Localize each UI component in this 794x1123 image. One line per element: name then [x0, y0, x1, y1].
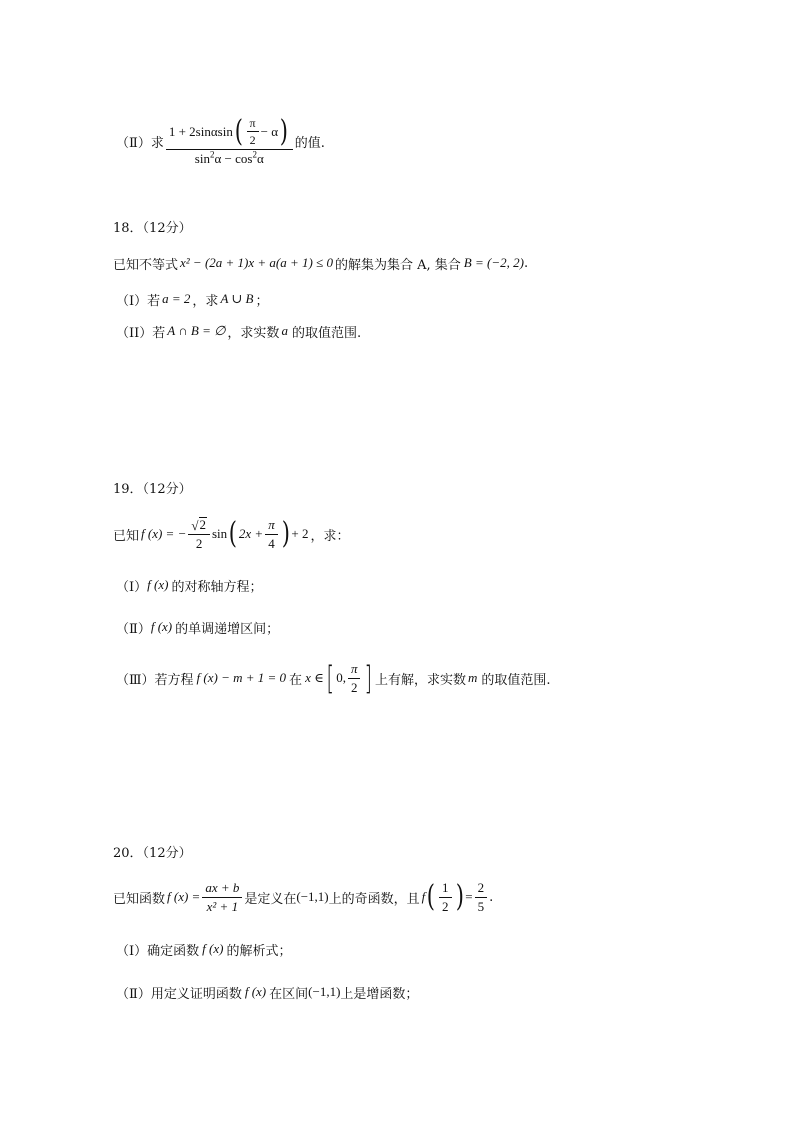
- q20-fraction: $\frac{ax + b}{\text{x² + 1}}$: [202, 881, 242, 913]
- q18-stem: 已知不等式 x² − (2a + 1)x + a(a + 1) ≤ 0 的解集为集合 A, 集合 B = (−2, 2) .: [113, 255, 529, 273]
- q17-fraction: 1 + 2sinαsin ( $\frac{\pi}{2}$ − α ) $\sin^2\alpha - \cos^2\alpha$: [166, 117, 293, 166]
- q20-one-half: $\frac{1}{2}$: [439, 881, 452, 913]
- q19-part1: （Ⅰ） f (x) 的对称轴方程；: [116, 577, 263, 595]
- q17-part2: [116, 110, 325, 172]
- q18-part2: （II）若 A ∩ B = ∅ ，求实数 a 的取值范围.: [116, 323, 362, 341]
- q19-part3: （Ⅲ）若方程 f (x) − m + 1 = 0 在 x ∈ [ 0, $\frac{\pi}{2}$ ] 上有解，求实数 m 的取值范围.: [116, 659, 551, 697]
- q18-set-b: B = (−2, 2): [463, 255, 524, 270]
- q18-header: 18．（12分）: [113, 221, 192, 236]
- q17-minus-alpha: − α: [260, 123, 279, 139]
- q20-part1: （Ⅰ）确定函数 f (x) 的解析式；: [116, 941, 292, 959]
- q19-header: 19．（12分）: [113, 482, 192, 497]
- q19-stem: 已知 f (x) = − √ 2 2 sin ( 2x + $\frac{\pi}{4}$ ) + 2 ，求：: [113, 516, 350, 552]
- q20-stem: 已知函数 f (x) = $\frac{ax + b}{\text{x² + 1}}$ 是定义在 (−1,1) 上的奇函数，且 f ( $\frac{1}{2}$ ) = $\frac{2}{5}$ .: [113, 879, 494, 914]
- q17-pi-half: $\frac{\pi}{2}$: [247, 117, 259, 147]
- q19-pi-over-4: $\frac{\pi}{4}$: [265, 518, 278, 550]
- q20-header: 20．（12分）: [113, 846, 192, 861]
- q19-part2: （Ⅱ） f (x) 的单调递增区间；: [116, 619, 280, 637]
- q20-part2: （Ⅱ）用定义证明函数 f (x) 在区间 (−1,1) 上是增函数；: [116, 984, 419, 1002]
- q17-num-text: 1 + 2sinαsin: [168, 123, 233, 139]
- q17-denominator: $\sin^2\alpha - \cos^2\alpha$: [194, 149, 264, 166]
- q20-two-fifths: $\frac{2}{5}$: [475, 881, 488, 913]
- q18-inequality: x² − (2a + 1)x + a(a + 1) ≤ 0: [180, 255, 333, 270]
- q19-sqrt2-over-2: √ 2 2: [188, 517, 210, 551]
- q17-part2-label: （Ⅱ）求: [116, 135, 164, 151]
- q17-suffix: 的值.: [294, 135, 325, 151]
- q18-part1: （I）若 a = 2 ，求 A ∪ B ；: [116, 291, 269, 309]
- q19-pi-over-2: $\frac{\pi}{2}$: [348, 662, 361, 694]
